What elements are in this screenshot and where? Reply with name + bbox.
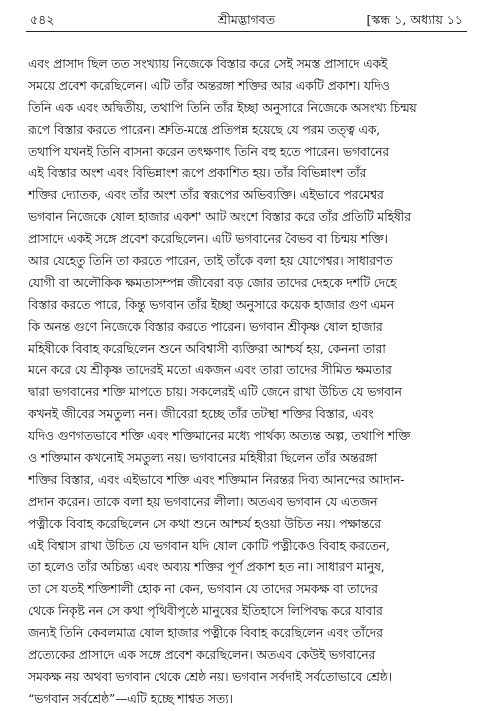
text-line: আর যেহেতু তিনি তা করতে পারেন, তাই তাঁকে বলা হয় যোগেশ্বর। সাধারণত xyxy=(28,254,393,269)
text-line: কি অনন্ত গুণে নিজেকে বিস্তার করতে পারেন। ভগবান শ্রীকৃষ্ণ ষোল হাজার xyxy=(28,319,383,334)
text-line: তা হলেও তাঁর অচিন্ত্য এবং অব্যয় শক্তির পূর্ণ প্রকাশ হত না। সাধারণ মানুষ, xyxy=(28,560,385,575)
text-line: সমকক্ষ নয় অথবা ভগবান থেকে শ্রেষ্ঠ নয়। ভগবান সর্বদাই সর্বতোভাবে শ্রেষ্ঠ। xyxy=(28,669,392,684)
book-title: শ্রীমদ্ভাগবত xyxy=(217,12,276,27)
text-line: প্রদান করেন। তাকে বলা হয় ভগবানের লীলা। অতএব ভগবান যে এতজন xyxy=(28,494,378,509)
text-line: দ্বারা ভগবানের শক্তি মাপতে চায়। সকলেরই এটি জেনে রাখা উচিত যে ভগবান xyxy=(28,385,402,400)
text-line: শক্তির দ্যোতক, এবং তাঁর অংশ তাঁর স্বরূপের অভিব্যক্তি। এইভাবে পরমেশ্বর xyxy=(28,188,384,203)
text-line: বিস্তার করতে পারে, কিন্তু ভগবান তাঁর ইচ্ছা অনুসারে কয়েক হাজার গুণ এমন xyxy=(28,297,394,312)
text-line: রূপে বিস্তার করতে পারেন। শ্রুতি-মন্ত্রে প্রতিপন্ন হয়েছে যে পরম তত্ত্ব এক, xyxy=(28,122,381,137)
text-line: থেকে নিকৃষ্ট নন সে কথা পৃথিবীপৃষ্ঠে মানুষের ইতিহাসে লিপিবদ্ধ করে যাবার xyxy=(28,604,383,619)
text-line: পত্নীকে বিবাহ করেছিলেন সে কথা শুনে আশ্চর্য হওয়া উচিত নয়। পক্ষান্তরে xyxy=(28,516,381,531)
text-line: মনে করে যে শ্রীকৃষ্ণ তাদেরই মতো একজন এবং তারা তাদের সীমিত ক্ষমতার xyxy=(28,363,392,378)
text-line: তথাপি যখনই তিনি বাসনা করেন তৎক্ষণাৎ তিনি বহু হতে পারেন। ভগবানের xyxy=(28,144,390,159)
text-line: সময়ে প্রবেশ করেছিলেন। এটি তাঁর অন্তরঙ্গা শক্তির আর একটি প্রকাশ। যদিও xyxy=(28,78,390,93)
body-paragraph xyxy=(28,54,467,711)
text-line: শক্তির বিস্তার, এবং এইভাবে শক্তি এবং শক্তিমান নিরন্তর দিব্য আনন্দের আদান- xyxy=(28,472,405,487)
page-number: ৫৪২ xyxy=(30,12,55,27)
text-line: যোগী বা অলৌকিক ক্ষমতাসম্পন্ন জীবেরা বড় জোর তাদের দেহকে দশটি দেহে xyxy=(28,275,397,290)
text-line: তিনি এক এবং অদ্বিতীয়, তথাপি তিনি তাঁর ইচ্ছা অনুসারে নিজেকে অসংখ্য চিন্ময় xyxy=(28,100,417,115)
text-line: মহিষীকে বিবাহ করেছিলেন শুনে অবিশ্বাসী ব্যক্তিরা আশ্চর্য হয়, কেননা তারা xyxy=(28,341,386,356)
text-line: ও শক্তিমান কখনোই সমতুল্য নয়। ভগবানের মহিষীরা ছিলেন তাঁর অন্তরঙ্গা xyxy=(28,451,377,466)
text-line: প্রাসাদে একই সঙ্গে প্রবেশ করেছিলেন। এটি ভগবানের বৈভব বা চিন্ময় শক্তি। xyxy=(28,232,388,247)
text-line: ভগবান নিজেকে ষোল হাজার একশ' আট অংশে বিস্তার করে তাঁর প্রতিটি মহিষীর xyxy=(28,210,411,225)
text-line: এই বিশ্বাস রাখা উচিত যে ভগবান যদি ষোল কোটি পত্নীকেও বিবাহ করতেন, xyxy=(28,538,390,553)
canto-chapter-label: [স্কন্ধ ১, অধ্যায় ১১ xyxy=(366,12,463,27)
text-line: এই বিস্তার অংশ এবং বিভিন্নাংশ রূপে প্রকাশিত হয়। তাঁর বিভিন্নাংশ তাঁর xyxy=(28,166,367,181)
text-line: প্রত্যেকের প্রাসাদে এক সঙ্গে প্রবেশ করেছিলেন। অতএব কেউই ভগবানের xyxy=(28,648,376,663)
text-line: তা সে যতই শক্তিশালী হোক না কেন, ভগবান যে তাদের সমকক্ষ বা তাদের xyxy=(28,582,378,597)
header-rule xyxy=(26,31,467,32)
text-line: জন্যই তিনি কেবলমাত্র ষোল হাজার পত্নীকে বিবাহ করেছিলেন এবং তাঁদের xyxy=(28,626,383,641)
text-line: “ভগবান সর্বশ্রেষ্ঠ”—এটি হচ্ছে শাশ্বত সত্য। xyxy=(28,691,233,706)
text-line: যদিও গুণগতভাবে শক্তি এবং শক্তিমানের মধ্যে পার্থক্য অত্যন্ত অল্প, তথাপি শক্তি xyxy=(28,429,411,444)
text-line: কখনই জীবের সমতুল্য নন। জীবেরা হচ্ছে তাঁর তটস্থা শক্তির বিস্তার, এবং xyxy=(28,407,374,422)
text-line: এবং প্রাসাদ ছিল তত সংখ্যায় নিজেকে বিস্তার করে সেই সমস্ত প্রাসাদে একই xyxy=(28,57,388,71)
